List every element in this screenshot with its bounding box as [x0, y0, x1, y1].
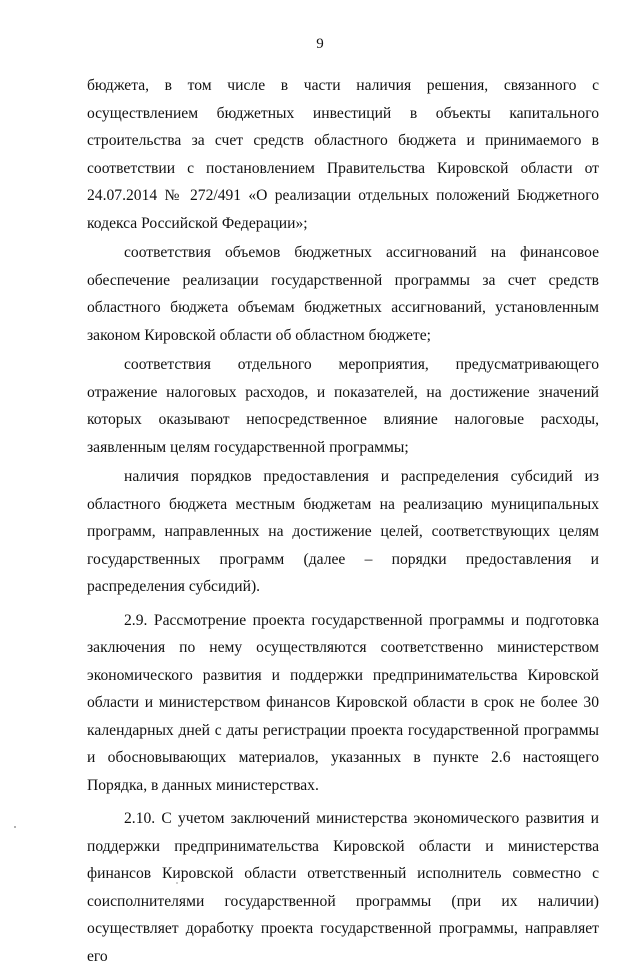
paragraph-2-9: 2.9. Рассмотрение проекта государственной программы и подготовка заключения по нему осуществляются соответственно министерством экономического развития и поддержки предпринимательства Кировской области и министерством финансов Кировской области в срок не более 30 календарных дней с даты регистрации проекта государственной программы и обосновывающих материалов, указанных в пункте 2.6 настоящего Порядка, в данных министерствах.: [87, 611, 599, 794]
paragraph-budget-allocations: соответствия объемов бюджетных ассигнований на финансовое обеспечение реализации государственной программы за счет средств областного бюджета объемам бюджетных ассигнований, установленным законом Кировской области об областном бюджете;: [87, 244, 599, 344]
paragraph-2-10: 2.10. С учетом заключений министерства экономического развития и поддержки предпринимательства Кировской области и министерства финансов Кировской области ответственный исполнитель совместно с соисполнителями государственной программы (при их наличии) осуществляет доработку проекта государственной программы, направляет его: [87, 810, 599, 965]
paragraph-subsidy-procedures: наличия порядков предоставления и распределения субсидий из областного бюджета местным бюджетам на реализацию муниципальных программ, направленных на достижение целей, соответствующих целям государственных программ (далее – порядки предоставления и распределения субсидий).: [87, 468, 599, 595]
document-body: [87, 72, 599, 970]
page-number: 9: [316, 36, 324, 52]
paragraph-tax-expenditures: соответствия отдельного мероприятия, предусматривающего отражение налоговых расходов, и показателей, на достижение значений которых оказывают непосредственное влияние налоговые расходы, заявленным целям государственной программы;: [87, 356, 599, 456]
paragraph-budget-investments: бюджета, в том числе в части наличия решения, связанного с осуществлением бюджетных инвестиций в объекты капитального строительства за счет средств областного бюджета и принимаемого в соответствии с постановлением Правительства Кировской области от 24.07.2014 № 272/491 «О реализации отдельных положений Бюджетного кодекса Российской Федерации»;: [87, 77, 599, 232]
scan-speck: [14, 826, 16, 828]
scan-speck: [176, 882, 178, 884]
